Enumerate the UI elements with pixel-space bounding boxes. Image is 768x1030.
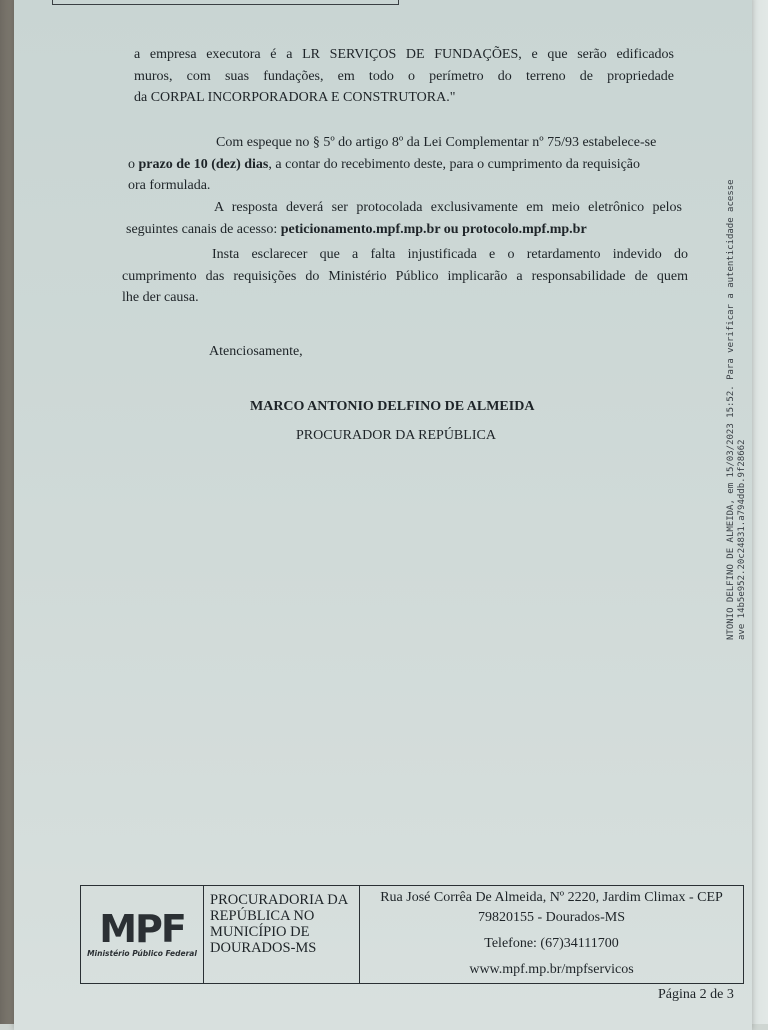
closing-greeting: Atenciosamente, <box>209 344 303 359</box>
paragraph-3-line-2-pre: seguintes canais de acesso: <box>126 221 281 237</box>
contact-info <box>360 886 743 983</box>
organization-line-3: MUNICÍPIO DE <box>210 924 310 940</box>
mpf-logo <box>81 886 204 983</box>
paragraph-4-line-2: cumprimento das requisições do Ministério Público implicarão a responsabilidade de quem <box>122 268 688 284</box>
paragraph-4-line-3: lhe der causa. <box>122 290 199 305</box>
letterhead-footer <box>80 885 744 984</box>
mpf-logo-subtext: Ministério Público Federal <box>87 949 197 958</box>
paragraph-1-line-1: a empresa executora é a LR SERVIÇOS DE FUNDAÇÕES, e que serão edificados <box>134 47 674 62</box>
signatory-title: PROCURADOR DA REPÚBLICA <box>296 428 496 443</box>
access-channels: peticionamento.mpf.mp.br ou protocolo.mpf.mp.br <box>280 221 587 237</box>
paragraph-4-line-1: Insta esclarecer que a falta injustificada e o retardamento indevido do <box>212 247 688 262</box>
signatory-name: MARCO ANTONIO DELFINO DE ALMEIDA <box>250 399 535 414</box>
paragraph-2-line-2-pre: o <box>128 156 139 172</box>
header-box-edge <box>52 0 399 5</box>
phone-number: Telefone: (67)34111700 <box>484 936 619 951</box>
address-line-1: Rua José Corrêa De Almeida, Nº 2220, Jardim Climax - CEP <box>380 890 723 905</box>
paragraph-2 <box>128 132 680 197</box>
paragraph-4 <box>122 244 688 309</box>
organization-line-1: PROCURADORIA DA <box>210 892 349 908</box>
paragraph-1-line-2: muros, com suas fundações, em todo o perímetro do terreno de propriedade <box>134 68 674 84</box>
address-line-2: 79820155 - Dourados-MS <box>478 910 625 925</box>
stamp-line-1: NTONIO DELFINO DE ALMEIDA, em 15/03/2023 15:52. Para verificar a autenticidade acesse <box>726 179 736 640</box>
organization-line-2: REPÚBLICA NO <box>210 908 315 924</box>
page-number: Página 2 de 3 <box>658 987 734 1002</box>
organization-name <box>204 886 360 983</box>
paragraph-1-line-3: da CORPAL INCORPORADORA E CONSTRUTORA." <box>134 90 456 105</box>
paragraph-3-line-2 <box>126 219 682 241</box>
website-link: www.mpf.mp.br/mpfservicos <box>469 962 634 977</box>
digital-signature-stamp <box>726 179 748 640</box>
stamp-line-2: ave 14b5e952.20c24831.a794ddb.9f28662 <box>737 439 747 640</box>
paragraph-2-line-2-post: , a contar do recebimento deste, para o cumprimento da requisição <box>268 156 641 172</box>
paragraph-2-line-2 <box>128 154 680 176</box>
organization-line-4: DOURADOS-MS <box>210 940 317 956</box>
deadline-text: prazo de 10 (dez) dias <box>138 156 269 172</box>
paragraph-2-line-1: Com espeque no § 5º do artigo 8º da Lei Complementar nº 75/93 estabelece-se <box>216 135 657 150</box>
paragraph-3 <box>126 197 682 240</box>
paragraph-2-line-3: ora formulada. <box>128 178 211 193</box>
paragraph-3-line-1: A resposta deverá ser protocolada exclusivamente em meio eletrônico pelos <box>214 200 682 215</box>
paragraph-1 <box>134 44 674 109</box>
mpf-logo-text: MPF <box>99 907 185 951</box>
